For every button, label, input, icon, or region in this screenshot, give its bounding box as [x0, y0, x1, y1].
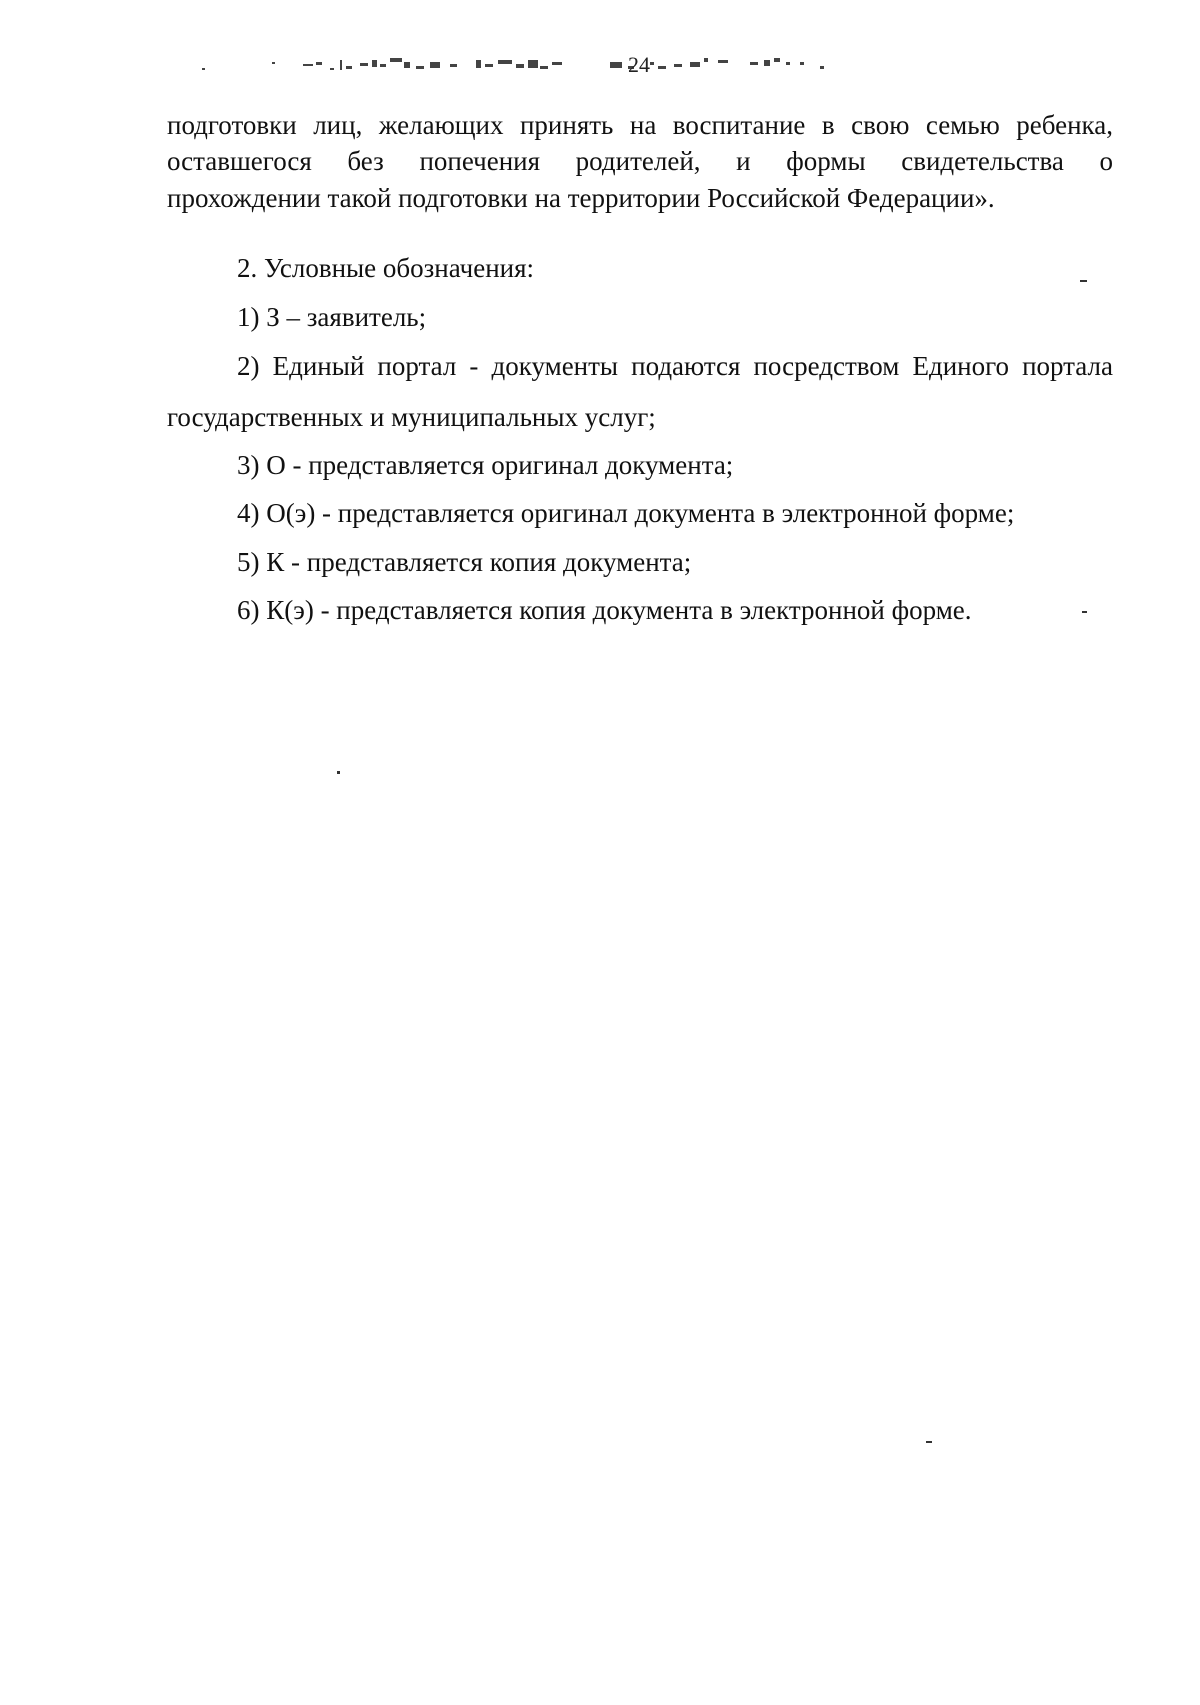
legend-item-original-electronic: 4) О(э) - представляется оригинал документа в электронной форме;	[237, 498, 1015, 528]
intro-word: и	[736, 146, 751, 176]
legend-item-portal: 2) Единый портал - документы подаются посредством Единого портала	[237, 351, 1113, 381]
intro-word: попечения	[419, 146, 541, 176]
header-scan-noise	[180, 50, 940, 80]
intro-word: формы	[786, 146, 866, 176]
intro-line-1: подготовки лиц, желающих принять на воспитание в свою семью ребенка,	[167, 110, 1113, 140]
section-heading: 2. Условные обозначения:	[237, 253, 535, 283]
intro-word: свидетельства	[901, 146, 1064, 176]
scan-speck	[1082, 611, 1087, 613]
legend-item-applicant: 1) З – заявитель;	[237, 302, 427, 332]
scan-speck	[926, 1441, 932, 1443]
page-number: 24	[628, 52, 650, 77]
legend-item-copy-electronic: 6) К(э) - представляется копия документа в электронной форме.	[237, 595, 972, 625]
intro-word: без	[347, 146, 384, 176]
scan-speck	[337, 771, 340, 774]
intro-line-3: прохождении такой подготовки на территории Российской Федерации».	[167, 183, 995, 213]
intro-line-2	[167, 143, 1113, 180]
legend-item-portal-cont: государственных и муниципальных услуг;	[167, 402, 656, 432]
intro-word: о	[1099, 146, 1113, 176]
intro-word: родителей,	[575, 146, 701, 176]
legend-item-copy: 5) К - представляется копия документа;	[237, 547, 692, 577]
intro-word: оставшегося	[167, 146, 312, 176]
scan-speck	[1080, 280, 1087, 282]
legend-item-original: 3) О - представляется оригинал документа;	[237, 450, 734, 480]
